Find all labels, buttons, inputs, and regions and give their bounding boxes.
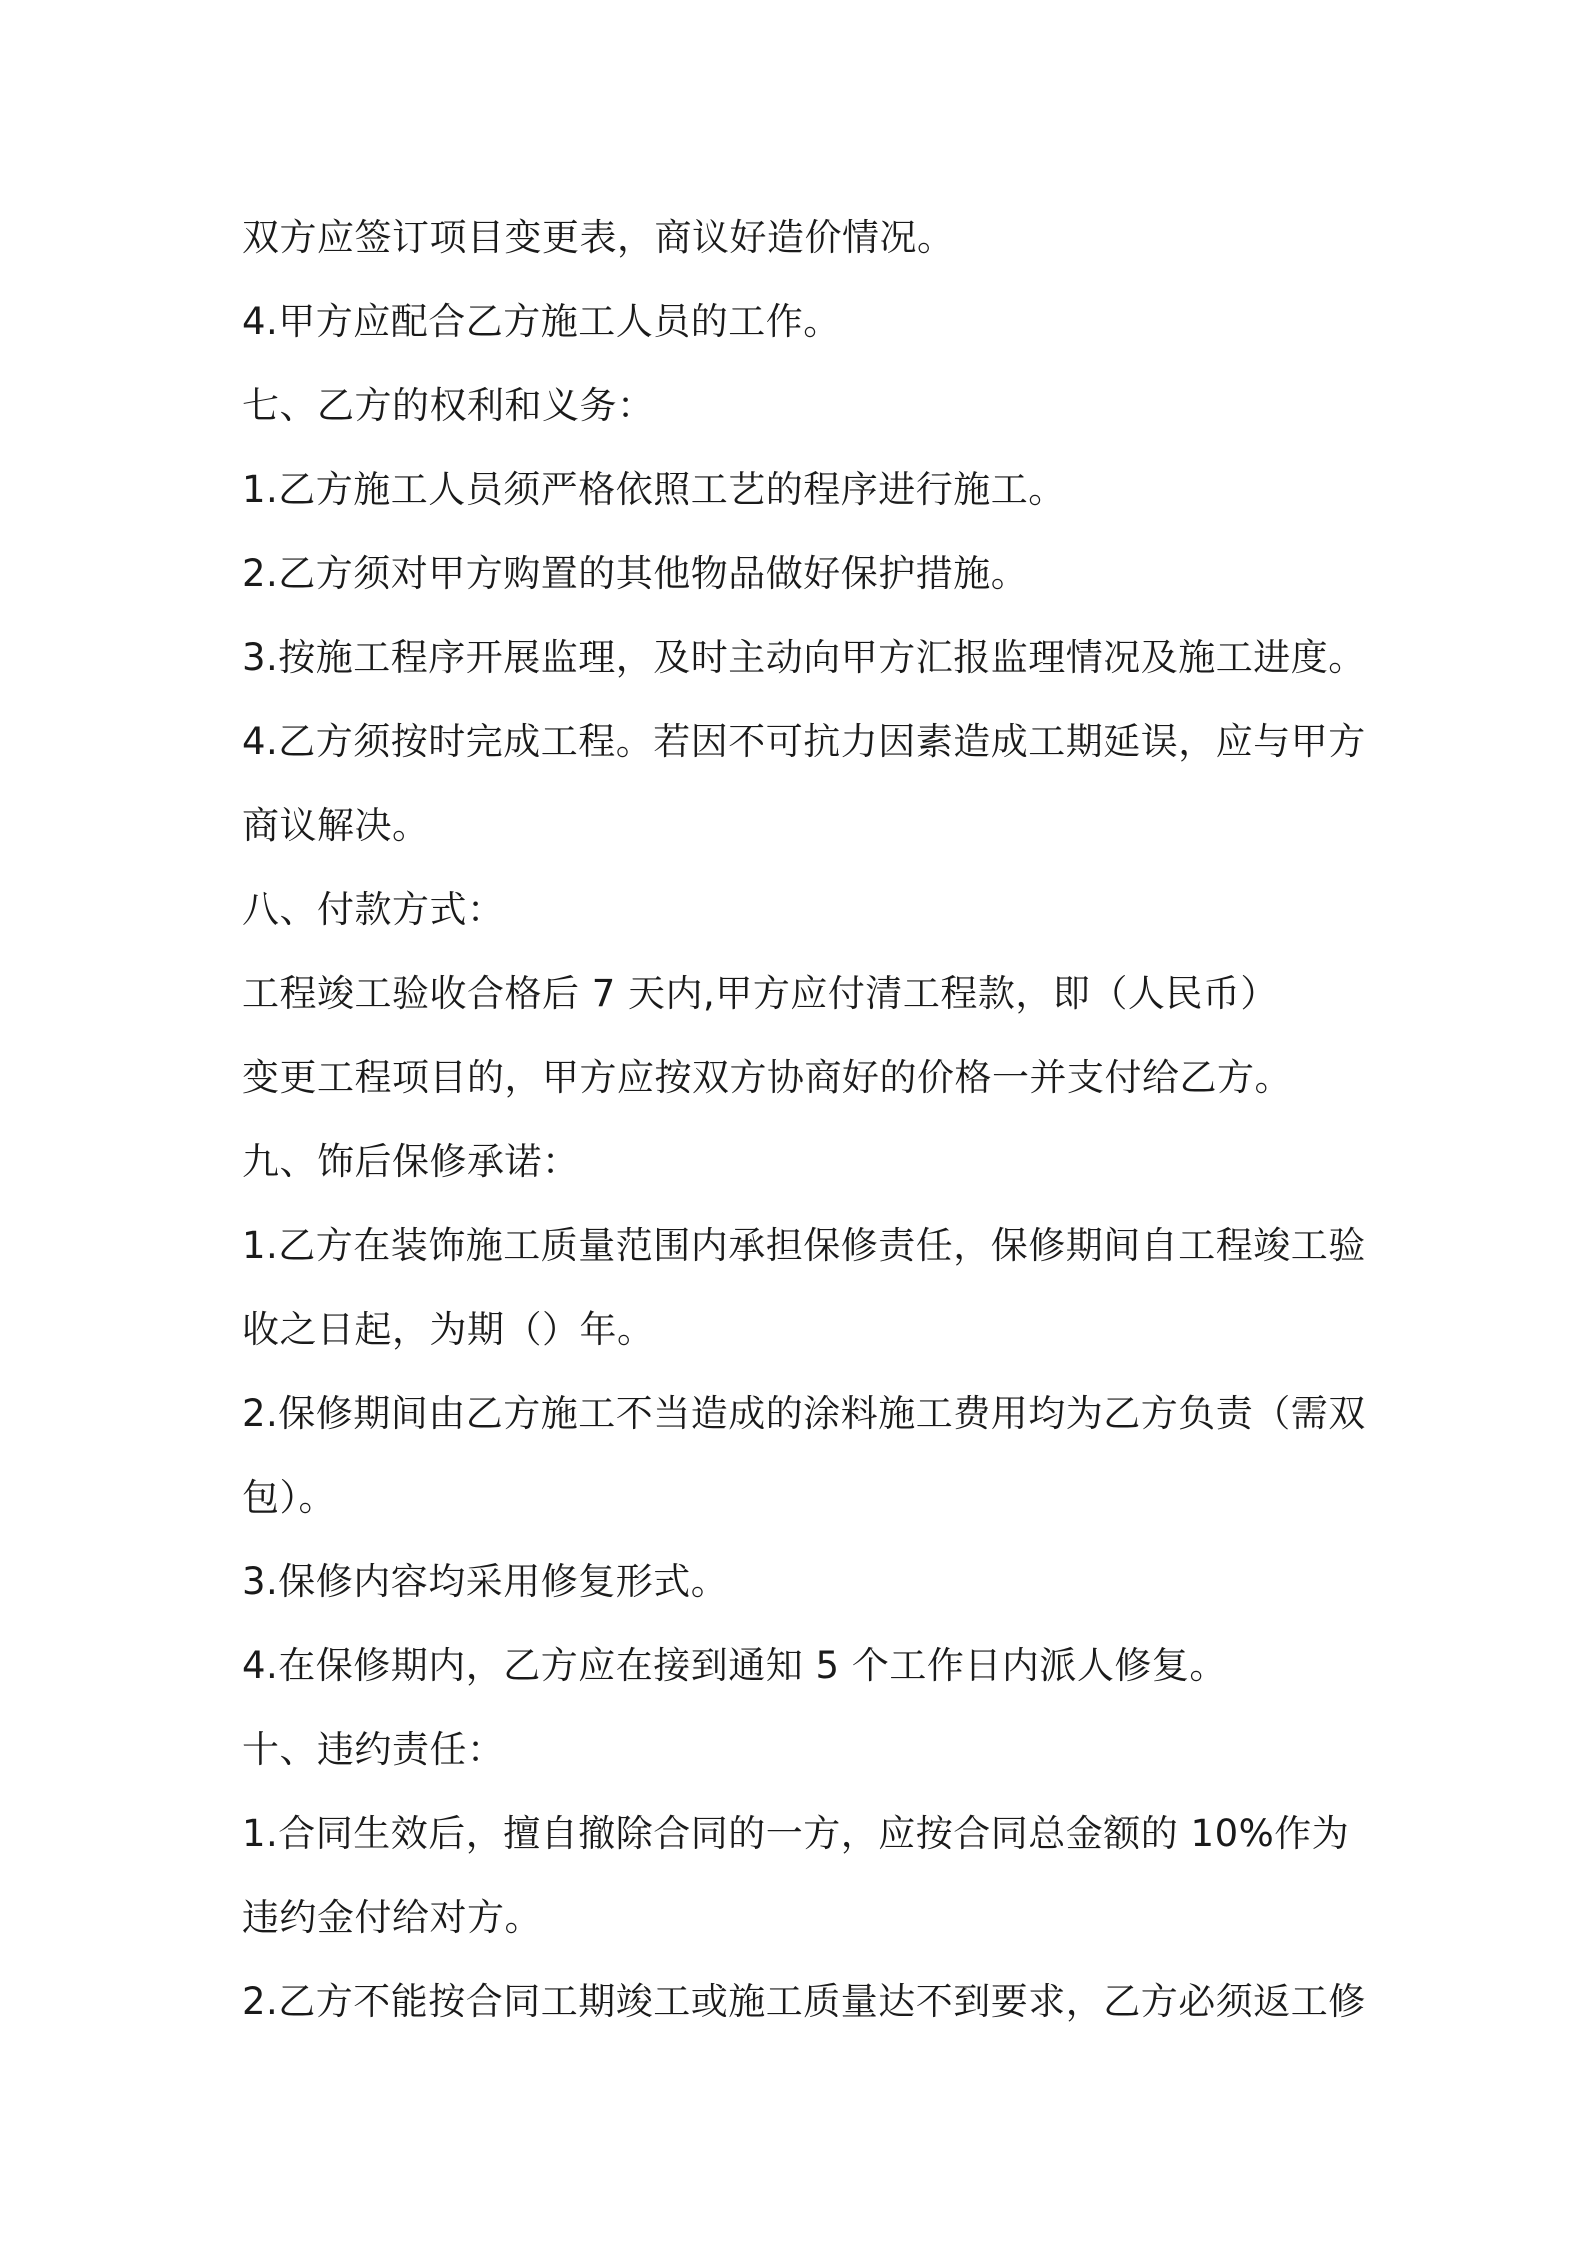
text-line: 2.乙方不能按合同工期竣工或施工质量达不到要求，乙方必须返工修 (242, 1980, 1366, 2023)
text-line: 2.保修期间由乙方施工不当造成的涂料施工费用均为乙方负责（需双 (242, 1392, 1366, 1435)
text-line: 3.按施工程序开展监理，及时主动向甲方汇报监理情况及施工进度。 (242, 636, 1366, 679)
text-line: 4.甲方应配合乙方施工人员的工作。 (242, 300, 841, 343)
text-line: 变更工程项目的，甲方应按双方协商好的价格一并支付给乙方。 (242, 1056, 1292, 1099)
text-line: 商议解决。 (242, 804, 430, 847)
text-line: 1.合同生效后，擅自撤除合同的一方，应按合同总金额的 10%作为 (242, 1812, 1350, 1855)
text-line: 4.乙方须按时完成工程。若因不可抗力因素造成工期延误，应与甲方 (242, 720, 1366, 763)
section-heading: 七、乙方的权利和义务： (242, 384, 655, 427)
text-line: 收之日起，为期（）年。 (242, 1308, 655, 1351)
text-line: 工程竣工验收合格后 7 天内,甲方应付清工程款，即（人民币） (242, 972, 1278, 1015)
text-line: 包）。 (242, 1476, 336, 1519)
section-heading: 十、违约责任： (242, 1728, 505, 1771)
section-heading: 八、付款方式： (242, 888, 505, 931)
text-line: 2.乙方须对甲方购置的其他物品做好保护措施。 (242, 552, 1029, 595)
text-line: 1.乙方在装饰施工质量范围内承担保修责任，保修期间自工程竣工验 (242, 1224, 1366, 1267)
text-line: 违约金付给对方。 (242, 1896, 542, 1939)
text-line: 4.在保修期内，乙方应在接到通知 5 个工作日内派人修复。 (242, 1644, 1227, 1687)
text-line: 1.乙方施工人员须严格依照工艺的程序进行施工。 (242, 468, 1066, 511)
text-line: 双方应签订项目变更表，商议好造价情况。 (242, 216, 955, 259)
text-line: 3.保修内容均采用修复形式。 (242, 1560, 729, 1603)
document-body (242, 196, 1366, 2044)
section-heading: 九、饰后保修承诺： (242, 1140, 580, 1183)
